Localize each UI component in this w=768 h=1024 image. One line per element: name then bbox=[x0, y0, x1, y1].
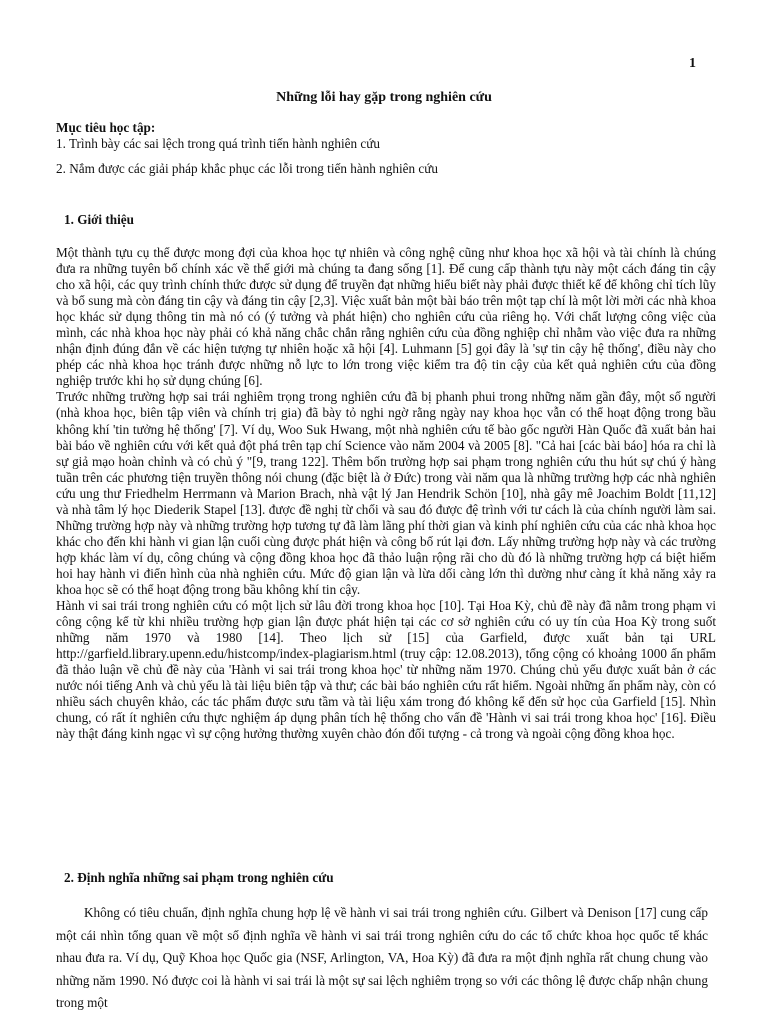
definition-body bbox=[56, 902, 708, 1015]
introduction-body bbox=[56, 245, 716, 742]
paragraph: Không có tiêu chuẩn, định nghĩa chung hợp lệ về hành vi sai trái trong nghiên cứu. Gilbert và Denison [17] cung cấp một cái nhìn tổng quan về một số định nghĩa về hành vi sai trái trong nghiên cứu do các tổ chức khoa học quốc tế khác nhau đưa ra. Ví dụ, Quỹ Khoa học Quốc gia (NSF, Arlington, VA, Hoa Kỳ) đã đưa ra một định nghĩa rất chung chung vào những năm 1990. Nó được coi là hành vi sai trái là một sự sai lệch nghiêm trọng so với các thông lệ được chấp nhận chung trong một bbox=[56, 905, 708, 1010]
objective-item: 2. Nắm được các giải pháp khắc phục các lỗi trong tiến hành nghiên cứu bbox=[56, 161, 438, 176]
paragraph: Trước những trường hợp sai trái nghiêm trọng trong nghiên cứu đã bị phanh phui trong những năm gần đây, một số người (nhà khoa học, biên tập viên và chính trị gia) đã bày tỏ nghi ngờ rằng ngày nay khoa học vẫn có thể hoạt động trong bầu không khí 'tin tưởng hệ thống' [7]. Ví dụ, Woo Suk Hwang, một nhà nghiên cứu tế bào gốc người Hàn Quốc đã xuất bản hai bài báo về nghiên cứu với kết quả đột phá trên tạp chí Science vào năm 2004 và 2005 [8]. "Cả hai [các bài báo] hóa ra chỉ là sự giả mạo hoàn chỉnh và có chủ ý "[9, trang 122]. Thêm bốn trường hợp sai phạm trong nghiên cứu thu hút sự chú ý hàng tuần trên các phương tiện truyền thông nói chung (đặc biệt là ở Đức) trong vài năm qua là những trường hợp các nhà nghiên cứu ung thư Friedhelm Herrmann và Marion Brach, nhà vật lý Jan Hendrik Schön [10], nhà gây mê Joachim Boldt [11,12] và nhà tâm lý học Diederik Stapel [13]. được đề nghị từ chối và sau đó được đệ trình với tư cách là của chính người làm sai. Những trường hợp này và những trường hợp tương tự đã làm lãng phí thời gian và kinh phí nghiên cứu của các nhà khoa học khác cho đến khi hành vi gian lận cuối cùng được phát hiện và công bố rút lại đơn. Lấy những trường hợp này và các trường hợp khác làm ví dụ, công chúng và cộng đồng khoa học đã thảo luận rộng rãi cho dù đó là những trường hợp cá biệt hiếm hoi hay hành vi điển hình của nhà nghiên cứu. Mức độ gian lận và lừa dối càng lớn thì dường như càng ít khả năng xảy ra khoa học sẽ có thể hoạt động trong bầu không khí tin cậy. bbox=[56, 389, 716, 597]
section-heading-definition: 2. Định nghĩa những sai phạm trong nghiên cứu bbox=[64, 870, 334, 885]
objectives-heading: Mục tiêu học tập: bbox=[56, 120, 156, 135]
page-number: 1 bbox=[689, 56, 696, 71]
section-heading-introduction: 1. Giới thiệu bbox=[64, 212, 134, 227]
learning-objectives bbox=[56, 120, 716, 177]
paragraph: Một thành tựu cụ thể được mong đợi của khoa học tự nhiên và công nghệ cũng như khoa học xã hội và tài chính là chúng đưa ra những tuyên bố chính xác về thế giới mà chúng ta đang sống [1]. Để cung cấp thành tựu này một cách đáng tin cậy cho xã hội, các quy trình chính thức được sử dụng để truyền đạt những hiểu biết này phải được thiết kế để không chỉ tích lũy và bổ sung mà còn đáng tin cậy và đáng tin cậy [2,3]. Việc xuất bản một bài báo trên một tạp chí là một lời mời các nhà khoa học khác sử dụng thông tin mà nó có (ý tưởng và phát hiện) cho nghiên cứu của riêng họ. Với chất lượng công việc của mình, các nhà khoa học này phải có khả năng chắc chắn rằng nghiên cứu của đồng nghiệp chỉ nhằm vào việc đưa ra những nhận định đúng đắn về các hiện tượng tự nhiên hoặc xã hội [4]. Luhmann [5] gọi đây là 'sự tin cậy hệ thống', điều này cho phép các nhà khoa học tránh được những nỗ lực to lớn trong việc kiểm tra độ tin cậy của kết quả nghiên cứu của đồng nghiệp trước khi họ sử dụng chúng [6]. bbox=[56, 245, 717, 389]
paragraph: Hành vi sai trái trong nghiên cứu có một lịch sử lâu đời trong khoa học [10]. Tại Hoa Kỳ, chủ đề này đã nằm trong phạm vi công cộng kể từ khi nhiều trường hợp gian lận được phát hiện tại các cơ sở nghiên cứu có uy tín của Hoa Kỳ trong suốt những năm 1970 và 1980 [14]. Theo lịch sử [15] của Garfield, được xuất bản tại URL http://garfield.library.upenn.edu/histcomp/index-plagiarism.html (truy cập: 12.08.2013), tổng cộng có khoảng 1000 ấn phẩm đã thảo luận về chủ đề này của 'Hành vi sai trái trong khoa học' từ những năm 1970. Chúng chủ yếu được xuất bản ở các nước nói tiếng Anh và chủ yếu là tài liệu biên tập và thư; các bài báo nghiên cứu rất hiếm. Ngoài những ấn phẩm này, còn có nhiều sách chuyên khảo, các tác phẩm được sưu tầm và tài liệu xám trong đó không kể đến sử học của Garfield [15]. Nhìn chung, có rất ít nghiên cứu thực nghiệm áp dụng phân tích hệ thống cho vấn đề 'Hành vi sai trái trong khoa học' [16]. Điều này thật đáng kinh ngạc vì sự cộng hưởng thường xuyên chào đón đối tượng - cả trong và ngoài cộng đồng khoa học. bbox=[56, 598, 716, 742]
document-title: Những lỗi hay gặp trong nghiên cứu bbox=[276, 90, 492, 105]
objective-item: 1. Trình bày các sai lệch trong quá trình tiến hành nghiên cứu bbox=[56, 136, 380, 151]
